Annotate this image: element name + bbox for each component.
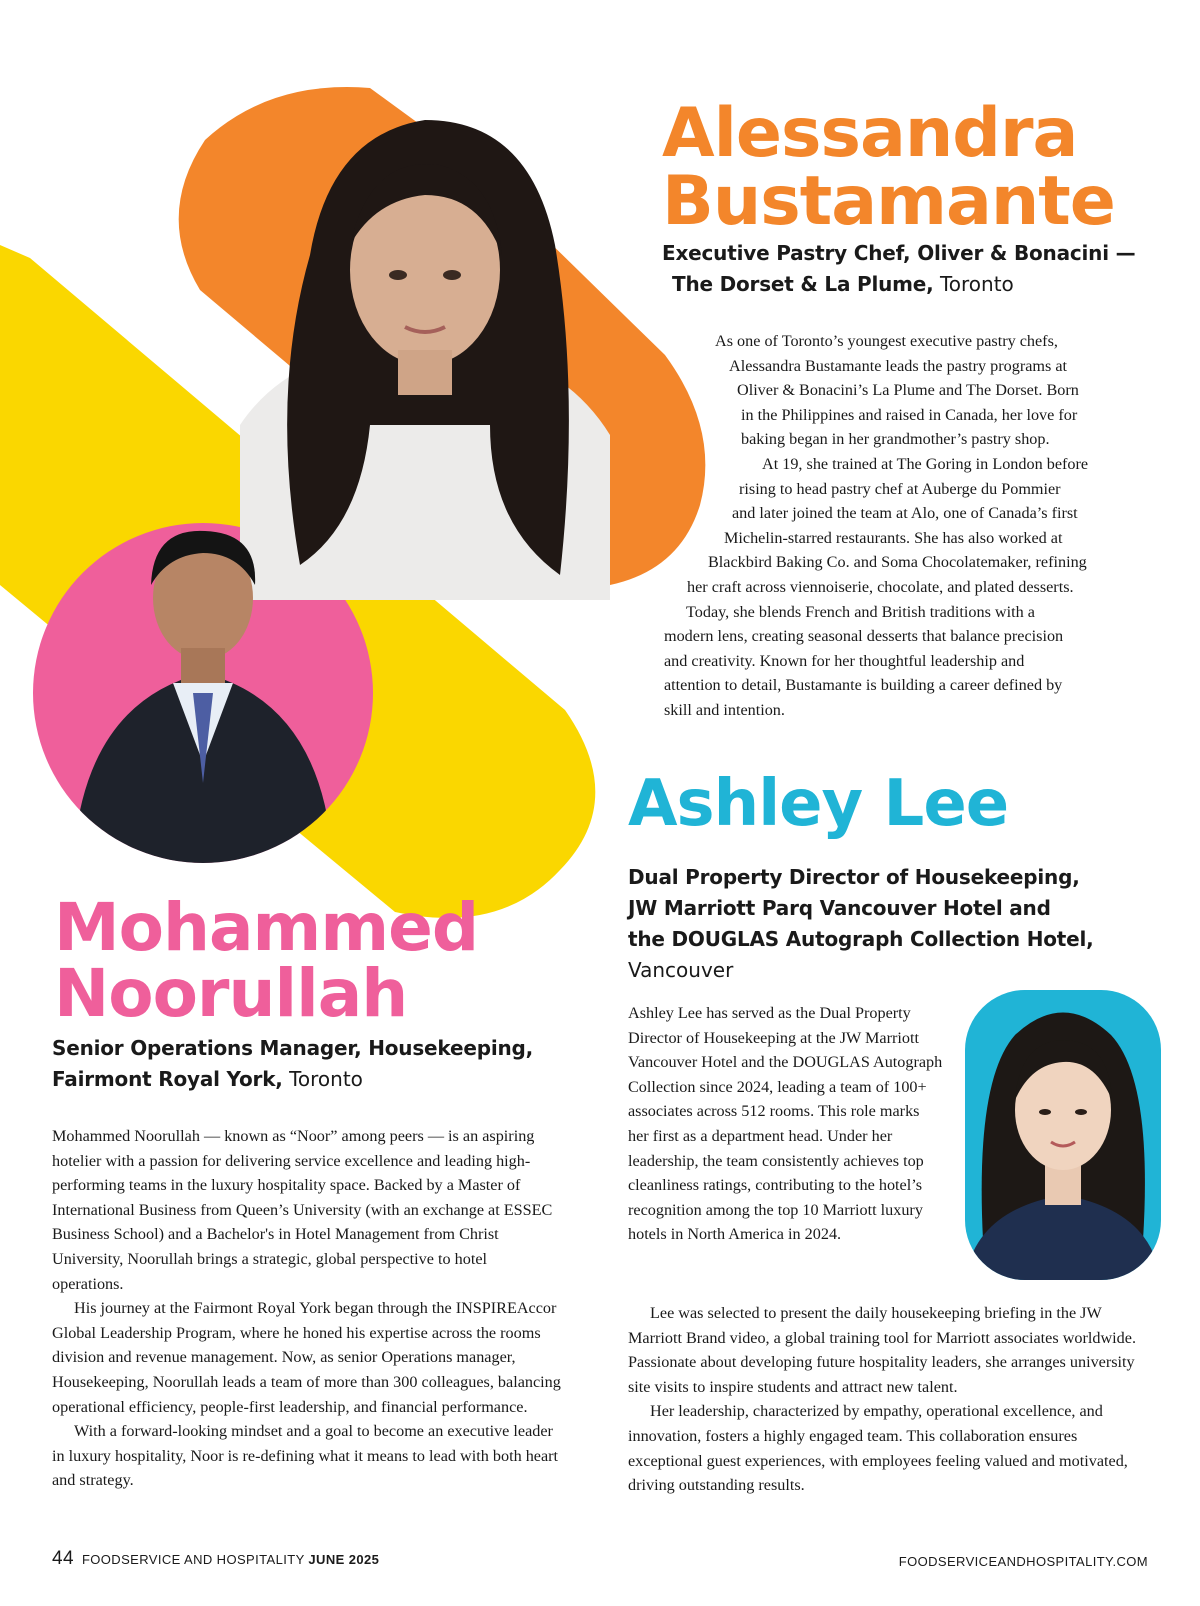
alessandra-role-line1: Executive Pastry Chef, Oliver & Bonacini — [662,241,1136,265]
bio-line: and later joined the team at Alo, one of Canada’s first [732,504,1078,523]
bio-line: Today, she blends French and British traditions with a [686,602,1035,621]
mohammed-paragraph-2: His journey at the Fairmont Royal York began through the INSPIREAccor Global Leadership Program, where he honed his expertise across the rooms division and revenue management. Now, as senior Operations manager, Housekeeping, Noorullah leads a team of more than 300 colleagues, balancing operational efficiency, people-first leadership, and financial performance. [52,1299,561,1416]
page-number: 44 [52,1548,74,1569]
alessandra-role [662,238,1135,300]
mohammed-paragraph-3: With a forward-looking mindset and a goal to become an executive leader in luxury hospitality, Noor is re-defining what it means to lead with both heart and strategy. [52,1422,559,1490]
bio-line: At 19, she trained at The Goring in London before [762,454,1089,473]
alessandra-role-line2: The Dorset & La Plume, Toronto [672,272,1014,296]
ashley-paragraph-1: Ashley Lee has served as the Dual Property Director of Housekeeping at the JW Marriott Vancouver Hotel and the DOUGLAS Autograph Collection since 2024, leading a team of 100+ associates across 512 rooms. This role marks her first as a department head. Under her leadership, the team consistently achieves top cleanliness ratings, contributing to the hotel’s recognition among the top 10 Marriott luxury hotels in North America in 2024. [628,1004,943,1244]
ashley-photo [965,990,1161,1280]
alessandra-last-name: Bustamante [662,162,1115,241]
mohammed-first-name: Mohammed [54,889,479,966]
bio-line: As one of Toronto’s youngest executive pastry chefs, [715,332,1058,350]
mohammed-role-line1: Senior Operations Manager, Housekeeping, [52,1036,534,1060]
bio-line: Michelin-starred restaurants. She has also worked at [724,528,1063,547]
footer-website: FOODSERVICEANDHOSPITALITY.COM [898,1554,1148,1569]
mohammed-bio [52,1124,562,1493]
ashley-paragraph-3: Her leadership, characterized by empathy, operational excellence, and innovation, fosters a highly engaged team. This collaboration ensures exceptional guest experiences, with employees feeling valued and motivated, driving outstanding results. [628,1402,1128,1495]
bio-line: Alessandra Bustamante leads the pastry programs at [729,356,1068,375]
footer-left [52,1548,379,1570]
mohammed-role-line2: Fairmont Royal York, [52,1067,283,1091]
bio-line: baking began in her grandmother’s pastry shop. [741,430,1050,449]
alessandra-bio [0,329,1200,723]
mohammed-role [52,1033,533,1095]
alessandra-city: Toronto [939,272,1014,296]
bio-line: modern lens, creating seasonal desserts that balance precision [664,627,1064,646]
bio-line: in the Philippines and raised in Canada, her love for [741,405,1078,424]
mohammed-name [54,889,479,1032]
bio-line: Oliver & Bonacini’s La Plume and The Dorset. Born [737,381,1079,400]
bio-line: attention to detail, Bustamante is building a career defined by [664,676,1063,695]
mohammed-city: Toronto [289,1067,363,1091]
ashley-bio-rest [628,1301,1148,1498]
woman-dark-sweater-portrait-icon [965,990,1161,1280]
ashley-role [628,862,1094,986]
mohammed-paragraph-1: Mohammed Noorullah — known as “Noor” among peers — is an aspiring hotelier with a passion for delivering service excellence and leading high-performing teams in the luxury hospitality space. Backed by a Master of International Business from Queen’s University (with an exchange at ESSEC Business School) and a Bachelor's in Hotel Management from Christ University, Noorullah brings a strategic, global perspective to hotel operations. [52,1127,553,1293]
ashley-role-line3: the DOUGLAS Autograph Collection Hotel, [628,927,1094,951]
bio-line: skill and intention. [664,700,785,719]
ashley-name: Ashley Lee [628,767,1009,841]
ashley-bio-intro [628,1001,943,1247]
bio-line: and creativity. Known for her thoughtful leadership and [664,651,1025,670]
publication-name: FOODSERVICE AND HOSPITALITY [81,1552,305,1567]
ashley-role-line2: JW Marriott Parq Vancouver Hotel and [628,896,1051,920]
alessandra-name [662,94,1115,241]
ashley-role-line1: Dual Property Director of Housekeeping, [628,865,1080,889]
ashley-paragraph-2: Lee was selected to present the daily housekeeping briefing in the JW Marriott Brand video, a global training tool for Marriott associates worldwide. Passionate about developing future hospitality leaders, she arranges university site visits to inspire students and attract new talent. [628,1304,1136,1396]
ashley-city: Vancouver [628,958,734,982]
bio-line: Blackbird Baking Co. and Soma Chocolatemaker, refining [708,553,1087,572]
bio-line: her craft across viennoiserie, chocolate, and plated desserts. [687,577,1074,596]
bio-line: rising to head pastry chef at Auberge du Pommier [739,479,1061,498]
alessandra-first-name: Alessandra [662,94,1078,173]
issue-date: JUNE 2025 [308,1552,380,1567]
mohammed-last-name: Noorullah [54,955,408,1032]
